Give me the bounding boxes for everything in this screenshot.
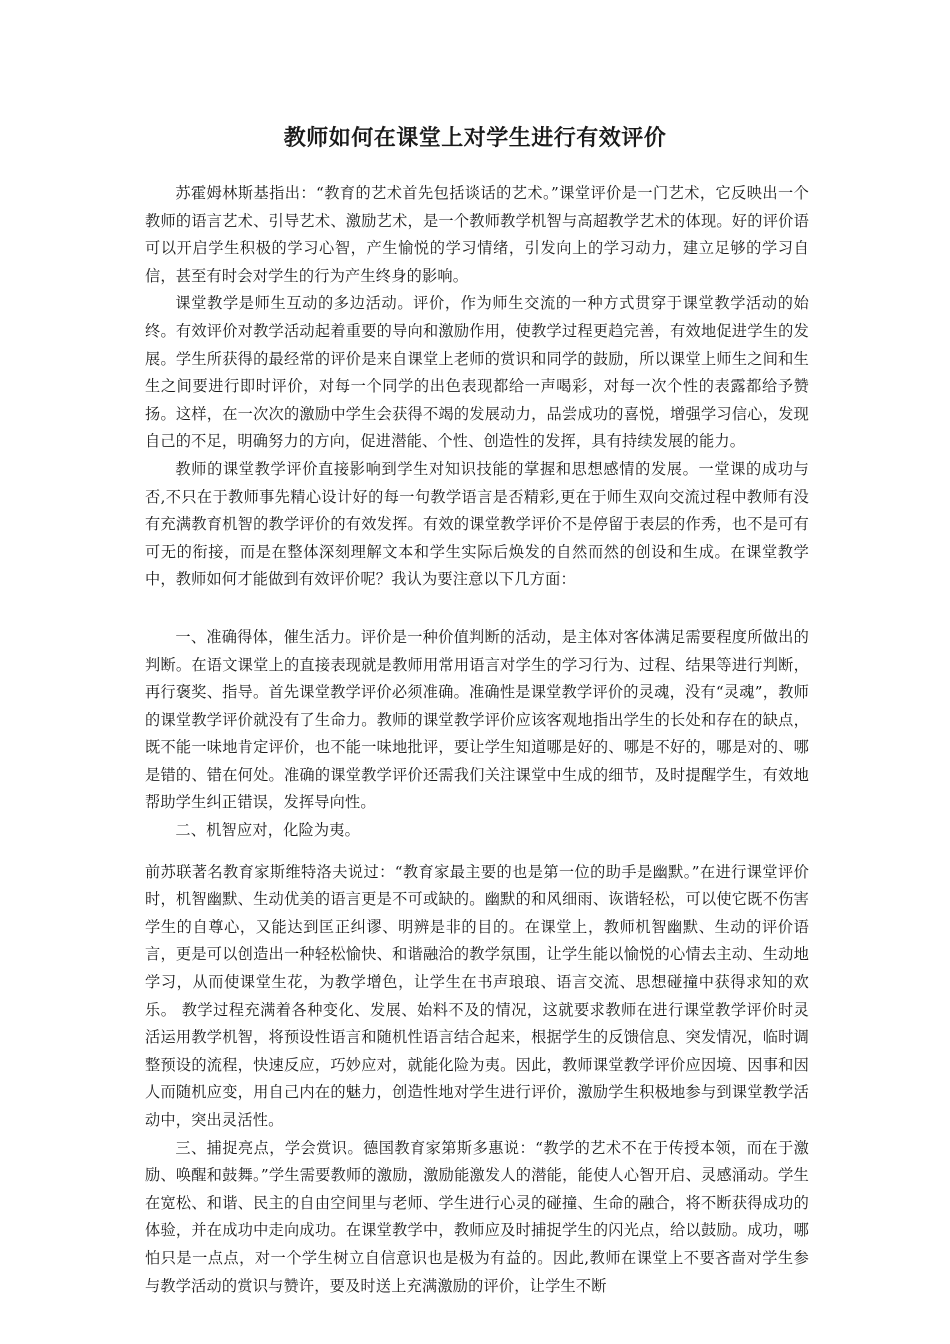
section-heading-2: 二、机智应对，化险为夷。 <box>175 821 361 840</box>
document-title: 教师如何在课堂上对学生进行有效评价 <box>283 125 667 151</box>
paragraph-section-1: 一、准确得体，催生活力。评价是一种价值判断的活动，是主体对客体满足需要程度所做出的判断。在语文课堂上的直接表现就是教师用常用语言对学生的学习行为、过程、结果等进行判断，再行褒奖、指导。首先课堂教学评价必须准确。准确性是课堂教学评价的灵魂，没有“灵魂”，教师的课堂教学评价就没有了生命力。教师的课堂教学评价应该客观地指出学生的长处和存在的缺点，既不能一味地肯定评价，也不能一味地批评，要让学生知道哪是好的、哪是不好的，哪是对的、哪是错的、错在何处。准确的课堂教学评价还需我们关注课堂中生成的细节，及时提醒学生，有效地帮助学生纠正错误，发挥导向性。 <box>145 627 809 812</box>
paragraph-section-3: 三、捕捉亮点，学会赏识。德国教育家第斯多惠说：“教学的艺术不在于传授本领，而在于激励、唤醒和鼓舞。”学生需要教师的激励，激励能激发人的潜能，能使人心智开启、灵感涌动。学生在宽松、和谐、民主的自由空间里与老师、学生进行心灵的碰撞、生命的融合，将不断获得成功的体验，并在成功中走向成功。在课堂教学中，教师应及时捕捉学生的闪光点，给以鼓励。成功，哪怕只是一点点，对一个学生树立自信意识也是极为有益的。因此,教师在课堂上不要吝啬对学生参与教学活动的赏识与赞许，要及时送上充满激励的评价，让学生不断 <box>145 1138 809 1295</box>
paragraph-section-2: 前苏联著名教育家斯维特洛夫说过：“教育家最主要的也是第一位的助手是幽默。”在进行课堂评价时，机智幽默、生动优美的语言更是不可或缺的。幽默的和风细雨、诙谐轻松，可以使它既不伤害学生的自尊心，又能达到匡正纠谬、明辨是非的目的。在课堂上，教师机智幽默、生动的评价语言，更是可以创造出一种轻松愉快、和谐融洽的教学氛围，让学生能以愉悦的心情去主动、生动地学习，从而使课堂生花，为教学增色，让学生在书声琅琅、语言交流、思想碰撞中获得求知的欢乐。 教学过程充满着各种变化、发展、始料不及的情况，这就要求教师在进行课堂教学评价时灵活运用教学机智，将预设性语言和随机性语言结合起来，根据学生的反馈信息、突发情况，临时调整预设的流程，快速反应，巧妙应对，就能化险为夷。因此，教师课堂教学评价应因境、因事和因人而随机应变，用自己内在的魅力，创造性地对学生进行评价，激励学生积极地参与到课堂教学活动中，突出灵活性。 <box>145 862 809 1129</box>
paragraph-2: 课堂教学是师生互动的多边活动。评价，作为师生交流的一种方式贯穿于课堂教学活动的始终。有效评价对教学活动起着重要的导向和激励作用，使教学过程更趋完善，有效地促进学生的发展。学生所获得的最经常的评价是来自课堂上老师的赏识和同学的鼓励，所以课堂上师生之间和生生之间要进行即时评价，对每一个同学的出色表现都给一声喝彩，对每一次个性的表露都给予赞扬。这样，在一次次的激励中学生会获得不竭的发展动力，品尝成功的喜悦，增强学习信心，发现自己的不足，明确努力的方向，促进潜能、个性、创造性的发挥，具有持续发展的能力。 <box>145 294 809 451</box>
document-body <box>145 180 809 1300</box>
paragraph-3: 教师的课堂教学评价直接影响到学生对知识技能的掌握和思想感情的发展。一堂课的成功与否,不只在于教师事先精心设计好的每一句教学语言是否精彩,更在于师生双向交流过程中教师有没有充满教育机智的教学评价的有效发挥。有效的课堂教学评价不是停留于表层的作秀，也不是可有可无的衔接，而是在整体深刻理解文本和学生实际后焕发的自然而然的创设和生成。在课堂教学中，教师如何才能做到有效评价呢？我认为要注意以下几方面： <box>145 459 809 589</box>
paragraph-1: 苏霍姆林斯基指出：“教育的艺术首先包括谈话的艺术。”课堂评价是一门艺术，它反映出一个教师的语言艺术、引导艺术、激励艺术，是一个教师教学机智与高超教学艺术的体现。好的评价语可以开启学生积极的学习心智，产生愉悦的学习情绪，引发向上的学习动力，建立足够的学习自信，甚至有时会对学生的行为产生终身的影响。 <box>145 184 809 285</box>
